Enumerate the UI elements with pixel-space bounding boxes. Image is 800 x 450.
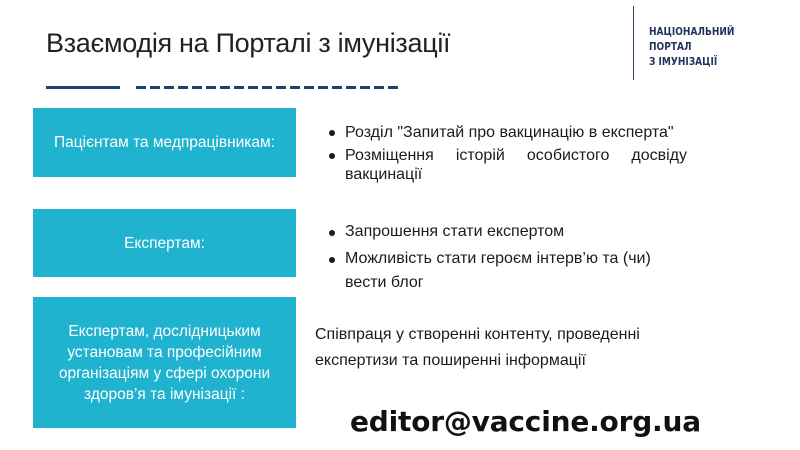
- bullet-icon: [329, 153, 335, 159]
- list-item: [327, 123, 687, 142]
- audience-label: Пацієнтам та медпрацівникам:: [53, 134, 275, 151]
- brand-line-1: НАЦІОНАЛЬНИЙ: [649, 25, 735, 38]
- list-item: [327, 146, 687, 184]
- bullet-icon: [329, 257, 335, 263]
- organizations-description: Співпраця у створенні контенту, проведенні експертизи та поширенні інформації: [315, 326, 640, 369]
- bullet-list-patients: [327, 123, 687, 188]
- title-underline-dashed: [136, 86, 398, 89]
- bullet-list-experts: [327, 220, 687, 298]
- brand-line-2: ПОРТАЛ: [649, 40, 692, 53]
- audience-label: Експертам, дослідницьким установам та професійним організаціям у сфері охорони здоров’я та імунізації :: [58, 322, 271, 403]
- slide-title: Взаємодія на Порталі з імунізації: [46, 28, 451, 58]
- list-item-text: Розділ "Запитай про вакцинацію в експерта": [345, 124, 674, 141]
- bullet-icon: [329, 130, 335, 136]
- list-item: [327, 247, 687, 295]
- title-underline-solid: [46, 86, 120, 89]
- brand-logo: [649, 24, 734, 69]
- audience-box-experts: [33, 209, 296, 277]
- list-item-text: Запрошення стати експертом: [345, 223, 565, 240]
- contact-email[interactable]: editor@vaccine.org.ua: [350, 405, 701, 438]
- list-item-text: Можливість стати героєм інтерв’ю та (чи) вести блог: [345, 250, 651, 291]
- list-item-text: Розміщення історій особистого досвіду вакцинації: [345, 147, 687, 183]
- brand-line-3: З ІМУНІЗАЦІЇ: [649, 55, 718, 68]
- audience-box-organizations: [33, 297, 296, 428]
- brand-divider: [633, 6, 634, 80]
- audience-box-patients: [33, 108, 296, 177]
- audience-label: Експертам:: [124, 234, 205, 252]
- list-item: [327, 220, 687, 244]
- bullet-icon: [329, 230, 335, 236]
